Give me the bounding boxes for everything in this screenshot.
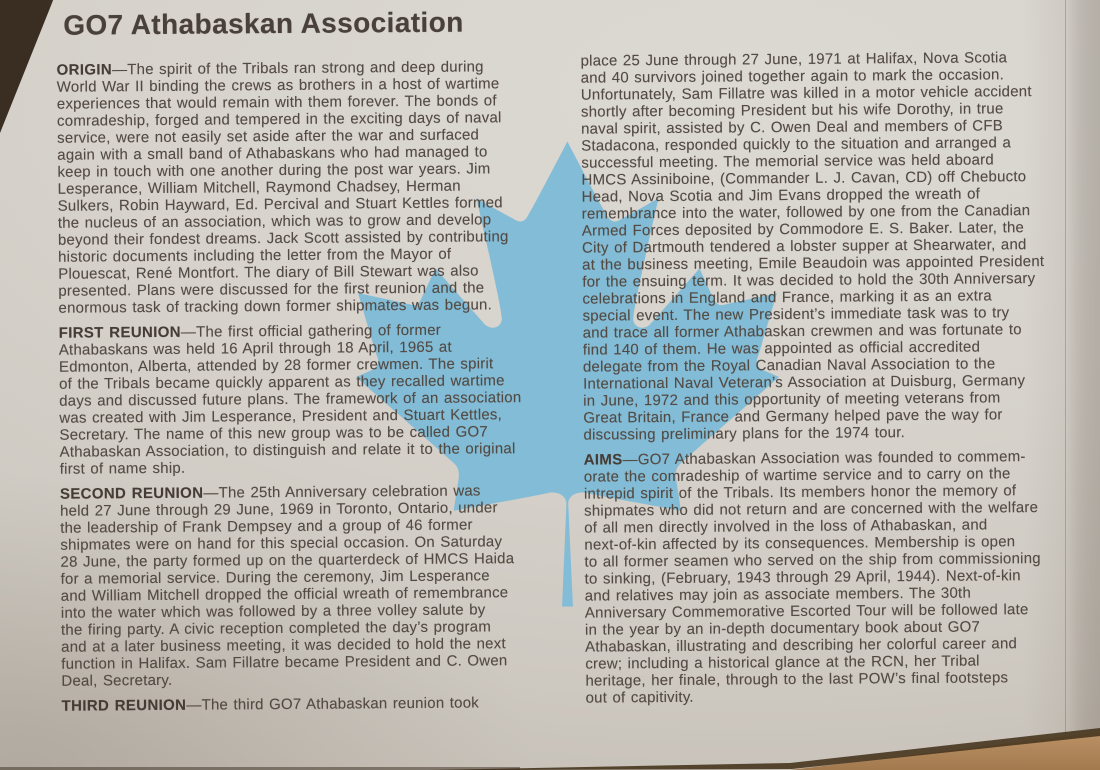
text-line: days and discussed future plans. The framework of an association [59, 389, 522, 410]
text-line: and William Mitchell dropped the official wreath of remembrance [60, 584, 509, 605]
text-line: historic documents including the letter from the Mayor of [58, 245, 452, 266]
page-title: GO7 Athabaskan Association [63, 6, 464, 41]
text-line: HMCS Assiniboine, (Commander L. J. Cavan, CD) off Chebucto [581, 168, 1027, 189]
text-line: Armed Forces deposited by Commodore E. S. Baker. Later, the [581, 219, 1025, 240]
text-line: discussing preliminary plans for the 1974 tour. [583, 424, 906, 444]
text-line: celebrations in England and France, marking it as an extra [582, 287, 992, 308]
paragraph-aims [584, 448, 1078, 707]
text-line: again with a small band of Athabaskans who had managed to [57, 143, 488, 164]
text-line: next-of-kin affected by its consequences. Membership is open [584, 533, 1016, 554]
text-line: —The third GO7 Athabaskan reunion took [186, 694, 480, 714]
text-line: Athabaskans was held 16 April through 18 April, 1965 at [58, 338, 452, 359]
text-line: Secretary. The name of this new group was to be called GO7 [59, 423, 488, 444]
text-line: Stadacona, responded quickly to the situation and arranged a [581, 134, 1012, 155]
text-line: at the business meeting, Emile Beaudoin was appointed President [582, 253, 1045, 274]
text-line: in June, 1972 and this opportunity of meeting veterans from [583, 389, 1001, 410]
text-line: Sulkers, Robin Hayward, Ed. Percival and Stuart Kettles formed [57, 194, 503, 215]
text-line: Deal, Secretary. [61, 671, 173, 690]
text-line: shortly after becoming President but his wife Dorothy, in true [580, 100, 1004, 121]
text-line: heritage, her finale, through to the last POW’s final footsteps [585, 669, 1009, 690]
text-line: Unfortunately, Sam Fillatre was killed in a motor vehicle accident [580, 83, 1032, 104]
text-line: of the Tribals became quickly apparent as they recalled wartime [59, 372, 505, 393]
section-heading: THIRD REUNION [61, 696, 187, 715]
text-line: to all former seamen who served on the ship from commissioning [584, 550, 1041, 571]
paragraph-first-reunion [59, 321, 555, 478]
text-line: and trace all former Athabaskan crewmen and was fortunate to [582, 321, 1022, 342]
text-line: —The spirit of the Tribals ran strong and deep during [111, 58, 484, 79]
text-line: out of capitivity. [585, 688, 694, 707]
text-line: find 140 of them. He was appointed as official accredited [582, 338, 981, 359]
text-line: for a memorial service. During the ceremony, Jim Lesperance [60, 567, 490, 588]
text-line: remembrance into the water, followed by one from the Canadian [581, 202, 1031, 223]
text-line: crew; including a historical glance at the RCN, her Tribal [585, 652, 980, 673]
text-line: Plouescat, René Montfort. The diary of Bill Stewart was also [58, 262, 479, 283]
text-line: place 25 June through 27 June, 1971 at Halifax, Nova Scotia [580, 49, 1008, 70]
text-line: special event. The new President’s immediate task was to try [582, 304, 1010, 325]
text-line: comradeship, forged and tempered in the exciting days of naval [56, 109, 502, 130]
text-line: delegate from the Royal Canadian Naval Association to the [582, 355, 996, 376]
text-line: International Naval Veteran’s Association at Duisburg, Germany [583, 372, 1026, 393]
text-line: the leadership of Frank Dempsey and a group of 46 former [60, 516, 473, 537]
text-line: of all men directly involved in the loss of Athabaskan, and [584, 516, 988, 537]
text-line: keep in touch with one another during the post war years. Jim [57, 160, 491, 181]
text-line: shipmates were on hand for this special occasion. On Saturday [60, 533, 503, 554]
text-line: held 27 June through 29 June, 1969 in Toronto, Ontario, under [59, 499, 498, 520]
text-line: naval spirit, assisted by C. Owen Deal and members of CFB [581, 117, 1004, 138]
right-column [580, 49, 1077, 715]
text-line: beyond their fondest dreams. Jack Scott assisted by contributing [57, 228, 509, 249]
text-line: City of Dartmouth tendered a lobster supper at Shearwater, and [581, 236, 1027, 257]
text-line: 28 June, the party formed up on the quarterdeck of HMCS Haida [60, 550, 515, 571]
text-line: was created with Jim Lesperance, President and Stuart Kettles, [59, 406, 503, 427]
text-line: to sinking, (February, 1943 through 29 April, 1944). Next-of-kin [584, 567, 1021, 588]
text-line: Athabaskan Association, to distinguish and relate it to the original [59, 440, 516, 461]
text-line: into the water which was followed by a three volley salute by [60, 601, 486, 622]
text-line: —The 25th Anniversary celebration was [203, 482, 481, 502]
text-line: orate the comradeship of wartime service and to carry on the [583, 465, 1011, 486]
text-line: —The first official gathering of former [180, 321, 442, 341]
text-line: Great Britain, France and Germany helped pave the way for [583, 406, 1003, 427]
text-line: enormous task of tracking down former shipmates was begun. [58, 296, 492, 317]
text-line: experiences that would remain with them forever. The bonds of [56, 92, 497, 113]
paragraph-continuation [580, 49, 1075, 444]
text-line: and at a later business meeting, it was decided to hold the next [61, 635, 506, 656]
text-line: World War II binding the crews as brothers in a host of wartime [56, 75, 500, 96]
paragraph-origin [57, 58, 554, 317]
left-column [57, 58, 557, 723]
text-line: Anniversary Commemorative Escorted Tour will be followed late [584, 601, 1029, 622]
text-line: shipmates who did not return and are concerned with the welfare [584, 499, 1039, 520]
paragraph-second-reunion [60, 482, 557, 690]
text-line: and relatives may join as associate members. The 30th [584, 584, 972, 605]
text-line: Athabaskan, illustrating and describing her colorful career and [585, 635, 1018, 656]
text-line: Lesperance, William Mitchell, Raymond Chadsey, Herman [57, 177, 461, 198]
paragraph-third-reunion [62, 694, 557, 715]
text-line: Head, Nova Scotia and Jim Evans dropped the wreath of [581, 185, 981, 206]
text-line: presented. Plans were discussed for the first reunion and the [58, 279, 485, 300]
text-line: Edmonton, Alberta, attended by 28 former crewmen. The spirit [58, 355, 494, 376]
text-line: service, were not easily set aside after the war and surfaced [57, 126, 480, 147]
text-line: the firing party. A civic reception completed the day’s program [60, 618, 492, 639]
section-heading: AIMS [583, 451, 623, 469]
text-line: intrepid spirit of the Tribals. Its members honor the memory of [583, 482, 1017, 503]
text-line: and 40 survivors joined together again to mark the occasion. [580, 66, 1005, 87]
text-line: in the year by an in-depth documentary book about GO7 [584, 618, 981, 639]
text-line: the nucleus of an association, which was to grow and develop [57, 211, 492, 232]
section-heading: FIRST REUNION [58, 323, 181, 342]
section-heading: SECOND REUNION [59, 484, 204, 503]
text-line: function in Halifax. Sam Fillatre became President and C. Owen [61, 652, 508, 673]
section-heading: ORIGIN [56, 61, 113, 79]
text-line: successful meeting. The memorial service was held aboard [581, 151, 994, 172]
text-line: for the ensuing term. It was decided to hold the 30th Anniversary [582, 270, 1036, 291]
text-line: —GO7 Athabaskan Association was founded to commem- [622, 448, 1026, 469]
text-line: first of name ship. [59, 459, 186, 478]
